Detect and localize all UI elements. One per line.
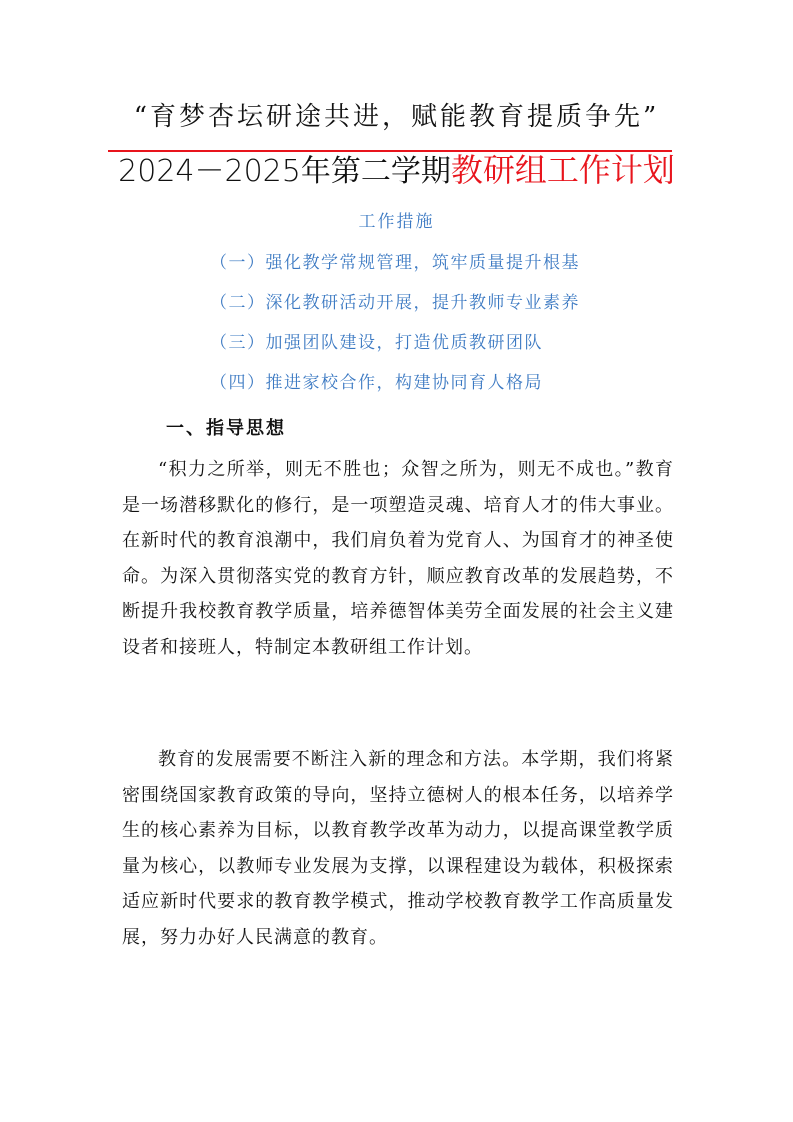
body-paragraph: “积力之所举，则无不胜也；众智之所为，则无不成也。”教育是一场潜移默化的修行，是一项塑造灵魂、培育人才的伟大事业。在新时代的教育浪潮中，我们肩负着为党育人、为国育才的神圣使命。为深入贯彻落实党的教育方针，顺应教育改革的发展趋势，不断提升我校教育教学质量，培养德智体美劳全面发展的社会主义建设者和接班人，特制定本教研组工作计划。 bbox=[122, 459, 674, 658]
title-red: 教研组工作计划 bbox=[450, 151, 675, 189]
section-heading: 一、指导思想 bbox=[166, 418, 286, 439]
toc-item[interactable]: （一）强化教学常规管理，筑牢质量提升根基 bbox=[210, 253, 580, 273]
toc-item[interactable]: （四）推进家校合作，构建协同育人格局 bbox=[210, 373, 543, 393]
document-title bbox=[0, 148, 793, 194]
body-paragraph: 教育的发展需要不断注入新的理念和方法。本学期，我们将紧密围绕国家教育政策的导向，坚持立德树人的根本任务，以培养学生的核心素养为目标，以教育教学改革为动力，以提高课堂教学质量为核心，以教师专业发展为支撑，以课程建设为载体，积极探索适应新时代要求的教育教学模式，推动学校教育教学工作高质量发展，努力办好人民满意的教育。 bbox=[122, 749, 674, 948]
toc-item[interactable]: （三）加强团队建设，打造优质教研团队 bbox=[210, 333, 543, 353]
toc-heading[interactable]: 工作措施 bbox=[358, 212, 435, 232]
slogan: “育梦杏坛研途共进，赋能教育提质争先” bbox=[133, 102, 660, 132]
toc-item[interactable]: （二）深化教研活动开展，提升教师专业素养 bbox=[210, 293, 580, 313]
title-year: 2024－2025年第二学期 bbox=[118, 154, 451, 189]
table-of-contents bbox=[210, 248, 580, 408]
